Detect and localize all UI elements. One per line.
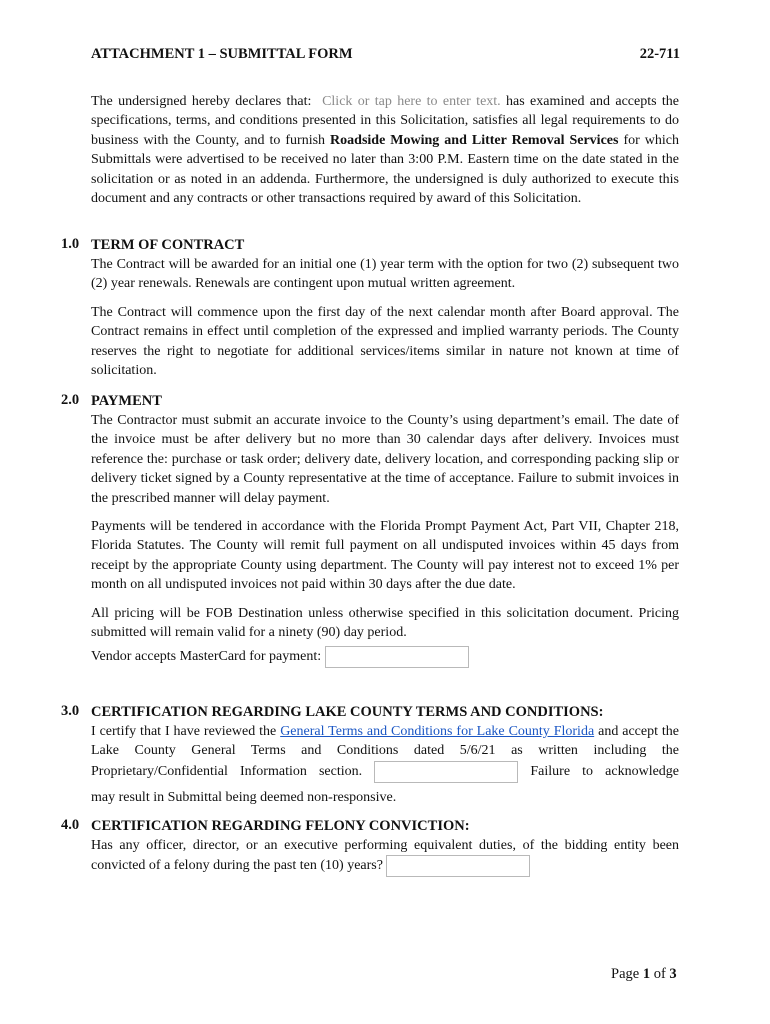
- section-paragraph: Payments will be tendered in accordance with the Florida Prompt Payment Act, Part VII, Chapter 218, Florida Statutes. The County will remit full payment on all undisputed invoices within 45 days from receipt by the appropriate County using department. The County will pay interest not to exceed 1% per month on all undisputed invoices not paid within 30 days after the due date.: [91, 519, 679, 593]
- section-number: 1.0: [61, 236, 80, 252]
- page-number: [611, 966, 677, 983]
- solicitation-number: 22-711: [639, 46, 680, 62]
- terms-link[interactable]: General Terms and Conditions for Lake County Florida: [280, 724, 595, 739]
- section-paragraph: The Contract will be awarded for an initial one (1) year term with the option for two (2) subsequent two (2) year renewals. Renewals are contingent upon mutual written agreement.: [91, 257, 679, 292]
- mastercard-input[interactable]: [325, 646, 469, 668]
- section-title: CERTIFICATION REGARDING FELONY CONVICTION:: [91, 818, 470, 834]
- section-number: 4.0: [61, 817, 80, 833]
- felony-answer-input[interactable]: [386, 855, 530, 877]
- section-title: TERM OF CONTRACT: [91, 237, 245, 253]
- total-pages: 3: [669, 966, 677, 982]
- section-payment: [91, 392, 679, 669]
- section-number: 3.0: [61, 703, 80, 719]
- service-name: Roadside Mowing and Litter Removal Services: [330, 132, 619, 148]
- company-name-field[interactable]: Click or tap here to enter text.: [322, 94, 501, 109]
- felony-question: Has any officer, director, or an executive performing equivalent duties, of the bidding entity been convicted of a felony during the past ten (10) years?: [91, 838, 679, 874]
- section-paragraph: All pricing will be FOB Destination unless otherwise specified in this solicitation document. Pricing submitted will remain valid for a ninety (90) day period.: [91, 605, 679, 641]
- header-title: ATTACHMENT 1 – SUBMITTAL FORM: [91, 46, 353, 62]
- terms-acknowledge-input[interactable]: [374, 761, 518, 783]
- section-paragraph: [91, 836, 679, 877]
- certify-text-2: and accept the Lake County General Terms and Conditions dated 5/6/21 as written including the Proprietary/Confidential Information section.: [91, 724, 680, 780]
- intro-paragraph: [91, 92, 679, 208]
- page-header: [91, 46, 680, 63]
- failure-text: Failure to acknowledge: [530, 764, 680, 780]
- intro-text-3: for which Submittals were advertised to be received no later than 3:00 P.M. Eastern time on the date stated in the solicitation or as noted in an addenda. Furthermore, the undersigned is duly authorized to execute this document and any contracts or other transactions required by award of this Solicitation.: [91, 132, 679, 207]
- section-paragraph: may result in Submittal being deemed non-responsive.: [91, 789, 397, 805]
- intro-text-2: has examined and accepts the specifications, terms, and conditions presented in this Solicitation, satisfies all legal requirements to do business with the County, and to furnish: [91, 94, 679, 148]
- section-title: PAYMENT: [91, 393, 162, 409]
- section-paragraph: [91, 722, 679, 783]
- section-number: 2.0: [61, 392, 80, 408]
- section-terms-certification: [91, 703, 679, 807]
- current-page: 1: [642, 966, 651, 982]
- section-paragraph: The Contractor must submit an accurate invoice to the County’s using department’s email. The date of the invoice must be after delivery but no more than 30 calendar days after delivery. Invoices must reference the: purchase or task order; delivery date, delivery location, and corresponding packing slip or delivery ticket signed by a County representative at the time of acceptance. Failure to submit invoices in the prescribed manner will delay payment.: [91, 413, 679, 506]
- of-label: of: [653, 966, 666, 982]
- section-felony-certification: [91, 817, 679, 877]
- section-paragraph: The Contract will commence upon the first day of the next calendar month after Board approval. The Contract remains in effect until completion of the expressed and implied warranty periods. The County reserves the right to negotiate for additional services/items similar in nature not known at time of solicitation.: [91, 304, 679, 379]
- section-term-of-contract: [91, 236, 679, 380]
- page-label: Page: [611, 966, 640, 982]
- section-title: CERTIFICATION REGARDING LAKE COUNTY TERMS AND CONDITIONS:: [91, 704, 604, 720]
- intro-text: The undersigned hereby declares that:: [91, 94, 312, 109]
- certify-text: I certify that I have reviewed the: [91, 724, 281, 739]
- mastercard-label: Vendor accepts MasterCard for payment:: [91, 649, 322, 665]
- mastercard-row: [91, 646, 679, 668]
